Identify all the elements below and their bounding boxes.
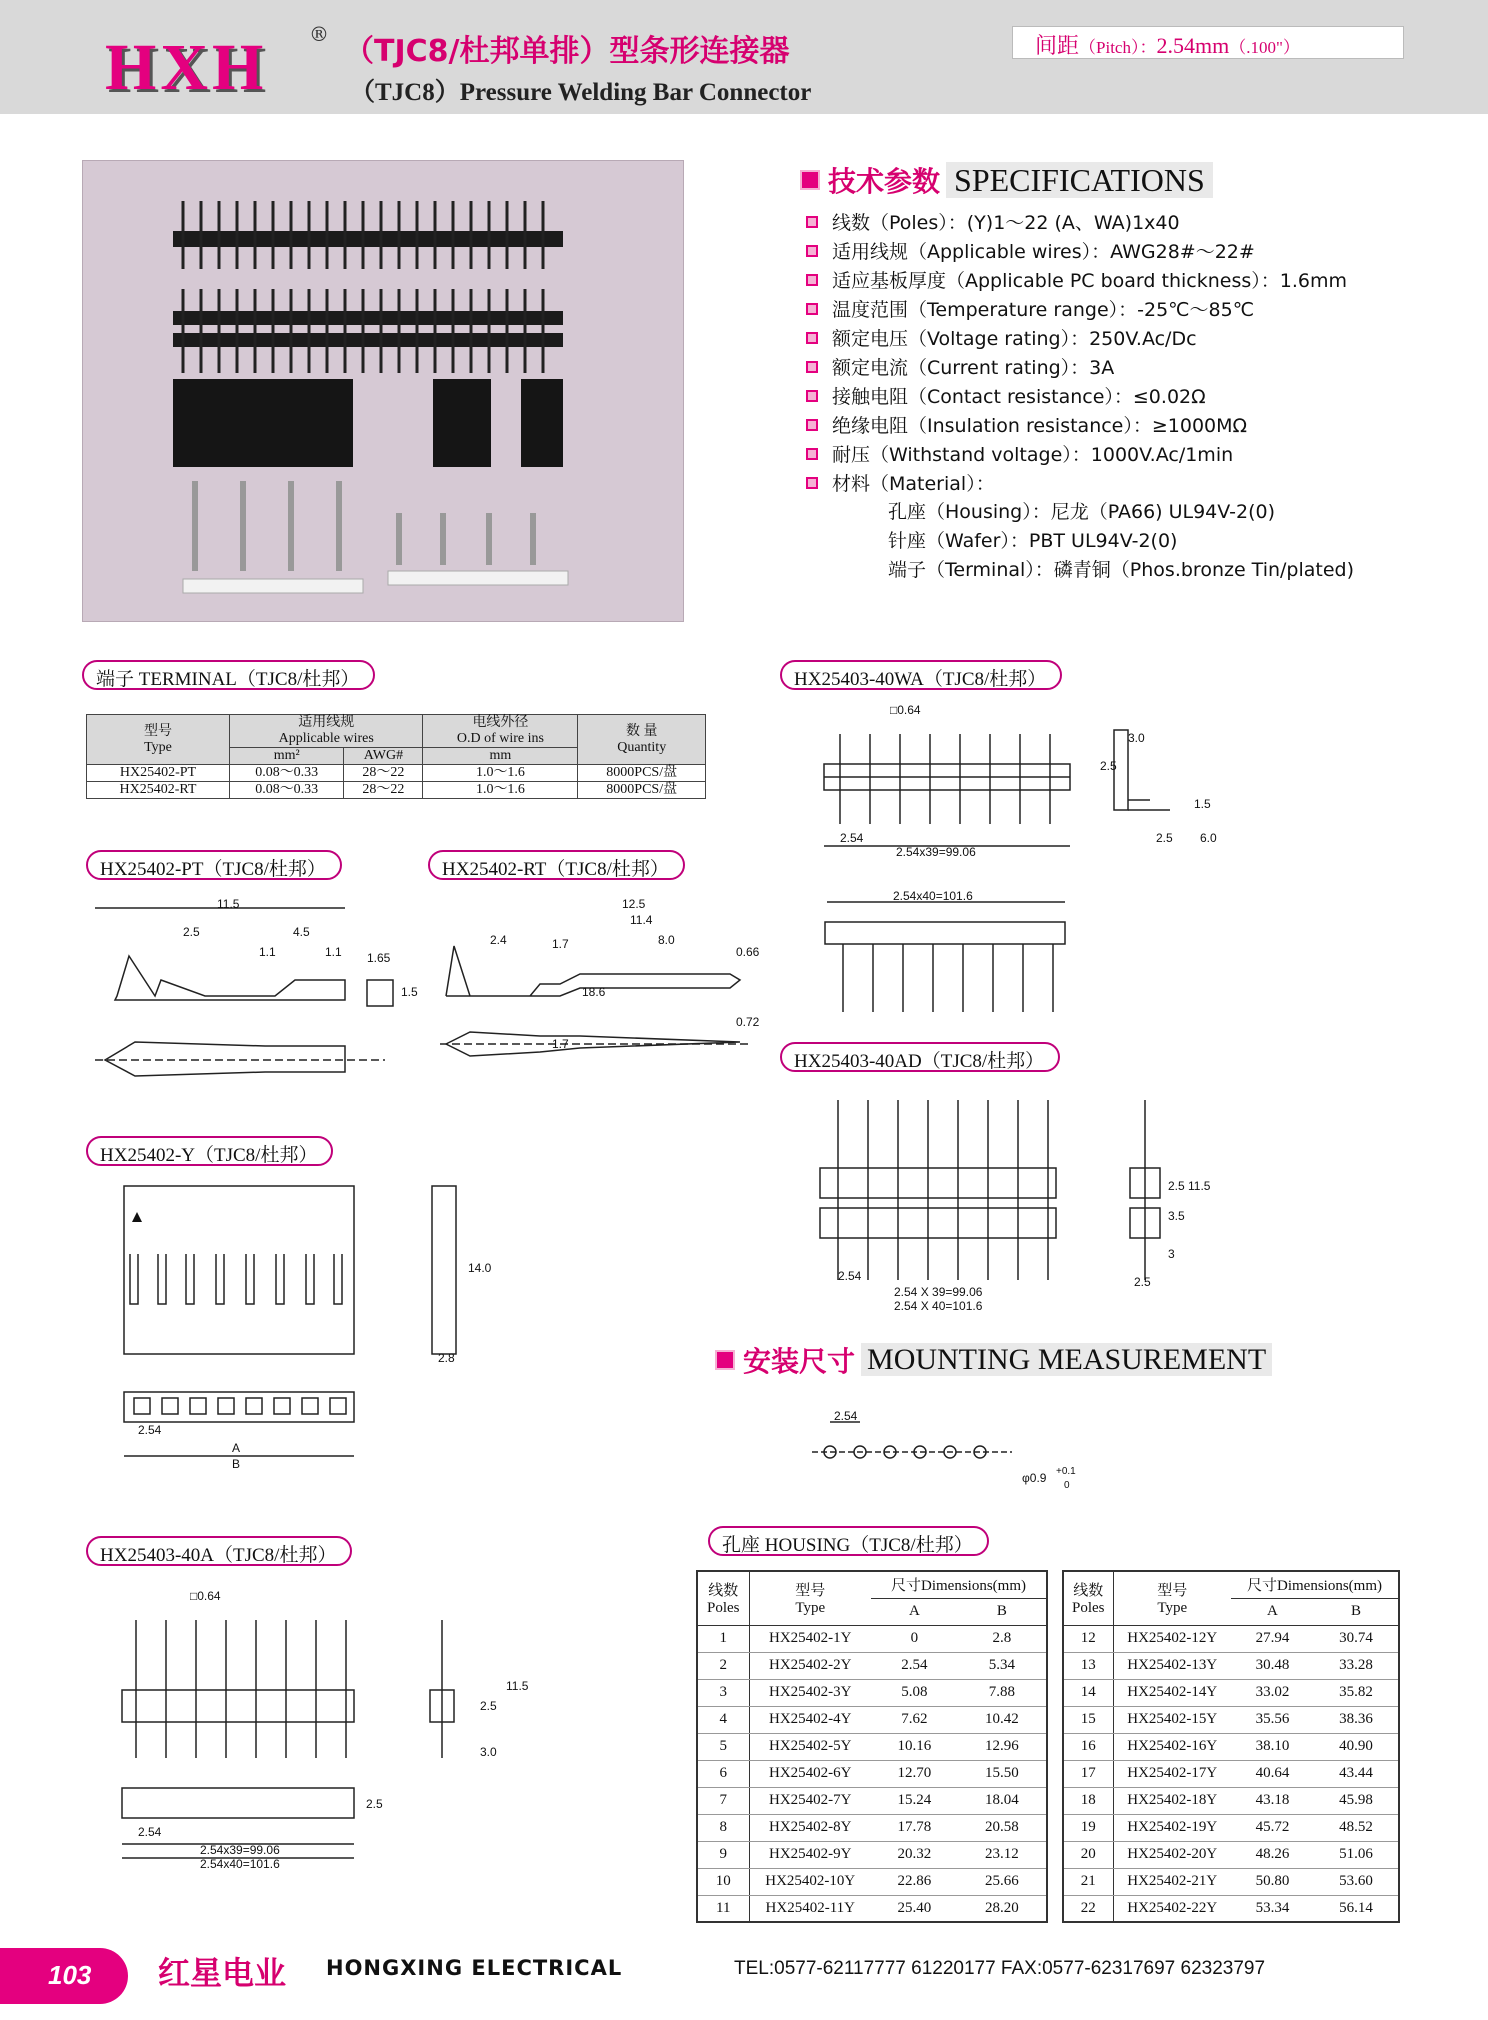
- y-dim-a: A: [232, 1441, 241, 1455]
- spec-text: 额定电压（Voltage rating）：250V.Ac/Dc: [832, 328, 1197, 350]
- cell-a: 10.16: [871, 1733, 958, 1760]
- y-label: HX25402-Y（TJC8/杜邦）: [86, 1136, 333, 1166]
- rt-label: HX25402-RT（TJC8/杜邦）: [428, 850, 685, 880]
- cell-b: 30.74: [1314, 1625, 1399, 1652]
- cell-b: 25.66: [958, 1868, 1047, 1895]
- cell-a: 22.86: [871, 1868, 958, 1895]
- th-poles-en: Poles: [706, 1600, 740, 1617]
- cell-poles: 17: [1063, 1760, 1113, 1787]
- cell-poles: 6: [697, 1760, 749, 1787]
- th-qty-cn: 数 量: [625, 723, 658, 739]
- table-row: [697, 1760, 1047, 1787]
- cell-a: 33.02: [1231, 1679, 1314, 1706]
- mounting-heading-en: MOUNTING MEASUREMENT: [861, 1343, 1272, 1376]
- cell-qty: 8000PCS/盘: [578, 782, 706, 799]
- rt-thick-3: 1.7: [552, 1037, 569, 1051]
- cell-a: 2.54: [871, 1652, 958, 1679]
- bullet-icon: [806, 332, 818, 344]
- table-row: [1063, 1868, 1399, 1895]
- table-row: [1063, 1706, 1399, 1733]
- cell-a: 50.80: [1231, 1868, 1314, 1895]
- table-row: [697, 1814, 1047, 1841]
- pt-dim-1: 2.5: [183, 925, 200, 939]
- th-awg: AWG#: [344, 748, 423, 765]
- cell-a: 48.26: [1231, 1841, 1314, 1868]
- table-row: [697, 1652, 1047, 1679]
- cell-b: 40.90: [1314, 1733, 1399, 1760]
- pt-height: 1.5: [401, 985, 418, 999]
- th-mm: mm: [423, 748, 578, 765]
- cell-type: HX25402-10Y: [749, 1868, 871, 1895]
- spec-text: 适用线规（Applicable wires）：AWG28#～22#: [832, 241, 1255, 263]
- spec-row: [806, 411, 1247, 438]
- spec-text: 适应基板厚度（Applicable PC board thickness）：1.6mm: [832, 270, 1347, 292]
- ad-height-1: 2.5: [1168, 1179, 1185, 1193]
- th-od-en: O.D of wire ins: [456, 731, 544, 746]
- cell-type: HX25402-17Y: [1113, 1760, 1231, 1787]
- th-type-en: Type: [795, 1600, 826, 1617]
- cell-a: 43.18: [1231, 1787, 1314, 1814]
- th-wire-en: Applicable wires: [278, 731, 374, 746]
- cell-type: HX25402-11Y: [749, 1895, 871, 1922]
- housing-rows-right: [1063, 1625, 1399, 1922]
- cell-type: HX25402-4Y: [749, 1706, 871, 1733]
- pt-drawing: [95, 896, 425, 1096]
- triangle-mark-icon: [132, 1212, 142, 1222]
- th-qty-en: Quantity: [617, 739, 667, 755]
- pitch-badge: [1012, 26, 1404, 59]
- material-row: 针座（Wafer）：PBT UL94V-2(0): [888, 530, 1178, 552]
- cell-type: HX25402-1Y: [749, 1625, 871, 1652]
- spec-row: [806, 266, 1347, 293]
- terminal-label: 端子 TERMINAL（TJC8/杜邦）: [82, 660, 375, 690]
- mount-tol-upper: +0.1: [1056, 1466, 1076, 1477]
- cell-a: 40.64: [1231, 1760, 1314, 1787]
- wa-span: 2.54x39=99.06: [896, 845, 976, 859]
- a40-span-2: 2.54x40=101.6: [200, 1857, 280, 1871]
- cell-awg: 28～22: [344, 782, 423, 799]
- th-b: B: [1314, 1598, 1399, 1625]
- cell-b: 5.34: [958, 1652, 1047, 1679]
- cell-b: 7.88: [958, 1679, 1047, 1706]
- wa-label: HX25403-40WA（TJC8/杜邦）: [780, 660, 1062, 690]
- table-row: [697, 1895, 1047, 1922]
- y-height: 14.0: [468, 1261, 492, 1275]
- cell-type: HX25402-21Y: [1113, 1868, 1231, 1895]
- rt-len-2: 11.4: [630, 913, 653, 927]
- wa-bend-1: 2.5: [1156, 831, 1173, 845]
- mount-pitch: 2.54: [834, 1409, 858, 1423]
- mount-hole: φ0.9: [1022, 1471, 1047, 1485]
- th-type-en: Type: [144, 739, 172, 755]
- table-row: [1063, 1895, 1399, 1922]
- cell-poles: 13: [1063, 1652, 1113, 1679]
- wa-top-drawing: [815, 890, 1075, 1030]
- table-row: [1063, 1652, 1399, 1679]
- bullet-icon: [806, 419, 818, 431]
- cell-poles: 8: [697, 1814, 749, 1841]
- th-type-cn: 型号: [795, 1583, 826, 1600]
- cell-b: 51.06: [1314, 1841, 1399, 1868]
- a40-span-1: 2.54x39=99.06: [200, 1843, 280, 1857]
- bullet-icon: [806, 448, 818, 460]
- cell-a: 53.34: [1231, 1895, 1314, 1922]
- wa-height-1: 3.0: [1128, 731, 1145, 745]
- cell-type: HX25402-20Y: [1113, 1841, 1231, 1868]
- cell-poles: 15: [1063, 1706, 1113, 1733]
- a40-height-3: 3.0: [480, 1745, 497, 1759]
- a40-pin-size: □0.64: [190, 1589, 221, 1603]
- spec-row: [806, 295, 1254, 322]
- bullet-icon: [806, 216, 818, 228]
- table-row: [1063, 1679, 1399, 1706]
- pin-header-double: [173, 289, 563, 373]
- cell-poles: 19: [1063, 1814, 1113, 1841]
- cell-poles: 16: [1063, 1733, 1113, 1760]
- registered-mark: ®: [309, 22, 329, 46]
- product-photo: [82, 160, 684, 622]
- housing-table-left: [696, 1570, 1048, 1923]
- table-header-row: [87, 715, 706, 748]
- cell-a: 35.56: [1231, 1706, 1314, 1733]
- spec-row: [806, 208, 1180, 235]
- cell-type: HX25402-6Y: [749, 1760, 871, 1787]
- bullet-icon: [806, 390, 818, 402]
- wa-drawing: [810, 700, 1230, 860]
- mounting-drawing: [812, 1404, 1092, 1494]
- cell-type: HX25402-PT: [87, 765, 230, 782]
- pt-label: HX25402-PT（TJC8/杜邦）: [86, 850, 342, 880]
- th-poles: [1063, 1571, 1113, 1625]
- th-poles-cn: 线数: [708, 1583, 739, 1600]
- bullet-icon: [806, 274, 818, 286]
- cell-b: 20.58: [958, 1814, 1047, 1841]
- th-a: A: [1231, 1598, 1314, 1625]
- housing-table-right: [1062, 1570, 1400, 1923]
- pt-dim-4: 1.1: [325, 945, 342, 959]
- table-header-row: [1063, 1571, 1399, 1598]
- cell-a: 0: [871, 1625, 958, 1652]
- table-row: [1063, 1841, 1399, 1868]
- rt-len-6: 18.6: [582, 985, 606, 999]
- table-row: [697, 1706, 1047, 1733]
- specifications-heading-en: SPECIFICATIONS: [946, 162, 1213, 198]
- cell-a: 30.48: [1231, 1652, 1314, 1679]
- cell-poles: 14: [1063, 1679, 1113, 1706]
- cell-type: HX25402-8Y: [749, 1814, 871, 1841]
- cell-b: 56.14: [1314, 1895, 1399, 1922]
- table-row: [697, 1679, 1047, 1706]
- th-type: [87, 715, 230, 765]
- specifications-heading-cn: 技术参数: [828, 165, 941, 198]
- cell-a: 15.24: [871, 1787, 958, 1814]
- housing-rows-left: [697, 1625, 1047, 1922]
- th-od: [423, 715, 578, 748]
- ad-label: HX25403-40AD（TJC8/杜邦）: [780, 1042, 1060, 1072]
- cell-a: 17.78: [871, 1814, 958, 1841]
- wa-lead-height: 1.5: [1194, 797, 1211, 811]
- cell-type: HX25402-14Y: [1113, 1679, 1231, 1706]
- table-row: [1063, 1625, 1399, 1652]
- cell-b: 2.8: [958, 1625, 1047, 1652]
- spec-row: [806, 440, 1233, 467]
- y-dim-b: B: [232, 1457, 241, 1471]
- material-row: 端子（Terminal）：磷青铜（Phos.bronze Tin/plated): [888, 559, 1355, 581]
- cell-a: 45.72: [1231, 1814, 1314, 1841]
- th-type-cn: 型号: [144, 723, 172, 739]
- cell-type: HX25402-13Y: [1113, 1652, 1231, 1679]
- cell-poles: 1: [697, 1625, 749, 1652]
- rt-len-4: 1.7: [552, 937, 569, 951]
- ad-height-4: 3: [1168, 1247, 1175, 1261]
- cell-awg: 28～22: [344, 765, 423, 782]
- ad-drawing: [812, 1090, 1232, 1320]
- page-title-en: （TJC8）Pressure Welding Bar Connector: [350, 79, 812, 106]
- table-row: [87, 765, 706, 782]
- rt-len-5: 8.0: [658, 933, 675, 947]
- cell-b: 53.60: [1314, 1868, 1399, 1895]
- spec-text: 额定电流（Current rating）：3A: [832, 357, 1115, 379]
- cell-type: HX25402-RT: [87, 782, 230, 799]
- rt-len-3: 2.4: [490, 933, 507, 947]
- rt-drawing: [440, 896, 760, 1076]
- ad-pitch: 2.54: [838, 1269, 862, 1283]
- y-pitch: 2.54: [138, 1423, 162, 1437]
- cell-b: 28.20: [958, 1895, 1047, 1922]
- housing-label: 孔座 HOUSING（TJC8/杜邦）: [708, 1526, 989, 1556]
- cell-poles: 12: [1063, 1625, 1113, 1652]
- cell-poles: 20: [1063, 1841, 1113, 1868]
- contact-info: TEL:0577-62117777 61220177 FAX:0577-62317697 62323797: [734, 1958, 1266, 1979]
- rt-len-1: 12.5: [622, 897, 646, 911]
- wa-height-2: 2.5: [1100, 759, 1117, 773]
- material-row: 孔座（Housing）：尼龙（PA66) UL94V-2(0): [888, 501, 1276, 523]
- wa-pitch: 2.54: [840, 831, 864, 845]
- bullet-icon: [806, 245, 818, 257]
- wa-bend-2: 6.0: [1200, 831, 1217, 845]
- crimp-terminals: [183, 481, 568, 593]
- a40-pitch: 2.54: [138, 1825, 162, 1839]
- y-width: 2.8: [438, 1351, 455, 1365]
- cell-poles: 7: [697, 1787, 749, 1814]
- a40-height-1: 11.5: [506, 1679, 529, 1693]
- th-poles-cn: 线数: [1073, 1583, 1104, 1600]
- table-row: [1063, 1787, 1399, 1814]
- spec-row: [806, 324, 1197, 351]
- pt-width: 1.65: [367, 951, 391, 965]
- spec-text: 线数（Poles）：(Y)1～22 (A、WA)1x40: [832, 212, 1180, 234]
- cell-type: HX25402-18Y: [1113, 1787, 1231, 1814]
- cell-poles: 3: [697, 1679, 749, 1706]
- cell-poles: 21: [1063, 1868, 1113, 1895]
- mounting-heading: [715, 1340, 1272, 1380]
- terminal-table: [86, 714, 706, 799]
- housing-blocks: [173, 379, 563, 467]
- cell-qty: 8000PCS/盘: [578, 765, 706, 782]
- cell-type: HX25402-3Y: [749, 1679, 871, 1706]
- spec-text: 接触电阻（Contact resistance）：≤0.02Ω: [832, 386, 1206, 408]
- cell-b: 38.36: [1314, 1706, 1399, 1733]
- th-a: A: [871, 1598, 958, 1625]
- th-od-cn: 电线外径: [472, 715, 529, 730]
- pt-length: 11.5: [217, 897, 240, 911]
- cell-type: HX25402-22Y: [1113, 1895, 1231, 1922]
- a40-drawing: [118, 1586, 529, 1886]
- cell-a: 20.32: [871, 1841, 958, 1868]
- spec-text: 绝缘电阻（Insulation resistance）：≥1000MΩ: [832, 415, 1248, 437]
- table-row: [87, 782, 706, 799]
- cell-a: 5.08: [871, 1679, 958, 1706]
- pitch-label-en: （Pitch）：: [1079, 38, 1157, 57]
- brand-logo: HXH: [105, 31, 268, 104]
- ad-bottom: 2.5: [1134, 1275, 1151, 1289]
- cell-b: 33.28: [1314, 1652, 1399, 1679]
- cell-b: 10.42: [958, 1706, 1047, 1733]
- table-header-row: [697, 1571, 1047, 1598]
- cell-poles: 4: [697, 1706, 749, 1733]
- section-bullet-icon: [800, 170, 820, 190]
- cell-type: HX25402-15Y: [1113, 1706, 1231, 1733]
- th-wire: [230, 715, 423, 748]
- cell-b: 35.82: [1314, 1679, 1399, 1706]
- pt-dim-2: 4.5: [293, 925, 310, 939]
- cell-poles: 18: [1063, 1787, 1113, 1814]
- product-photo-drawing: [83, 161, 685, 623]
- section-bullet-icon: [715, 1350, 735, 1370]
- pt-dim-3: 1.1: [259, 945, 276, 959]
- cell-a: 27.94: [1231, 1625, 1314, 1652]
- cell-type: HX25402-19Y: [1113, 1814, 1231, 1841]
- table-row: [1063, 1733, 1399, 1760]
- cell-mm2: 0.08～0.33: [230, 765, 344, 782]
- th-type: [749, 1571, 871, 1625]
- pitch-label-cn: 间距: [1035, 33, 1080, 58]
- th-mm2: mm²: [230, 748, 344, 765]
- brand-name-en: HONGXING ELECTRICAL: [326, 1956, 623, 1980]
- spec-row: [806, 237, 1255, 264]
- wa-top-span: 2.54x40=101.6: [893, 889, 973, 903]
- cell-b: 18.04: [958, 1787, 1047, 1814]
- cell-a: 25.40: [871, 1895, 958, 1922]
- th-qty: [578, 715, 706, 765]
- th-wire-cn: 适用线规: [298, 715, 355, 730]
- cell-od: 1.0～1.6: [423, 765, 578, 782]
- th-dims: 尺寸Dimensions(mm): [871, 1571, 1047, 1598]
- cell-poles: 9: [697, 1841, 749, 1868]
- page-title-cn: （TJC8/杜邦单排）型条形连接器: [344, 34, 790, 69]
- cell-od: 1.0～1.6: [423, 782, 578, 799]
- cell-type: HX25402-5Y: [749, 1733, 871, 1760]
- wa-pin-size: □0.64: [890, 703, 921, 717]
- ad-height-2: 11.5: [1188, 1179, 1211, 1193]
- cell-type: HX25402-16Y: [1113, 1733, 1231, 1760]
- cell-b: 23.12: [958, 1841, 1047, 1868]
- th-b: B: [958, 1598, 1047, 1625]
- th-dims: 尺寸Dimensions(mm): [1231, 1571, 1399, 1598]
- table-row: [697, 1733, 1047, 1760]
- spec-text: 耐压（Withstand voltage）：1000V.Ac/1min: [832, 444, 1234, 466]
- mount-tol-lower: 0: [1064, 1480, 1070, 1491]
- cell-b: 12.96: [958, 1733, 1047, 1760]
- cell-mm2: 0.08～0.33: [230, 782, 344, 799]
- cell-b: 15.50: [958, 1760, 1047, 1787]
- th-type-en: Type: [1157, 1600, 1188, 1617]
- cell-poles: 22: [1063, 1895, 1113, 1922]
- ad-height-3: 3.5: [1168, 1209, 1185, 1223]
- cell-b: 48.52: [1314, 1814, 1399, 1841]
- table-row: [1063, 1760, 1399, 1787]
- cell-poles: 5: [697, 1733, 749, 1760]
- pitch-inch: （.100"）: [1229, 38, 1300, 57]
- th-type: [1113, 1571, 1231, 1625]
- table-row: [697, 1787, 1047, 1814]
- cell-a: 12.70: [871, 1760, 958, 1787]
- bullet-icon: [806, 303, 818, 315]
- a40-label: HX25403-40A（TJC8/杜邦）: [86, 1536, 352, 1566]
- bullet-icon: [806, 477, 818, 489]
- spec-row: [806, 382, 1206, 409]
- cell-b: 45.98: [1314, 1787, 1399, 1814]
- ad-span-1: 2.54 X 39=99.06: [894, 1285, 983, 1299]
- cell-a: 7.62: [871, 1706, 958, 1733]
- rt-thick-2: 0.72: [736, 1015, 760, 1029]
- table-row: [697, 1841, 1047, 1868]
- cell-b: 43.44: [1314, 1760, 1399, 1787]
- mounting-heading-cn: 安装尺寸: [743, 1345, 856, 1378]
- ad-span-2: 2.54 X 40=101.6: [894, 1299, 983, 1313]
- table-row: [1063, 1814, 1399, 1841]
- th-type-cn: 型号: [1157, 1583, 1188, 1600]
- cell-poles: 11: [697, 1895, 749, 1922]
- page-number: 103: [0, 1948, 128, 2004]
- cell-type: HX25402-2Y: [749, 1652, 871, 1679]
- a40-height-2: 2.5: [480, 1699, 497, 1713]
- y-drawing: [120, 1180, 520, 1470]
- brand-name-cn: 红星电业: [158, 1954, 287, 1992]
- table-row: [697, 1625, 1047, 1652]
- a40-height-4: 2.5: [366, 1797, 383, 1811]
- cell-a: 38.10: [1231, 1733, 1314, 1760]
- spec-text: 材料（Material）：: [832, 473, 995, 495]
- spec-text: 温度范围（Temperature range）：-25℃～85℃: [832, 299, 1255, 321]
- table-row: [697, 1868, 1047, 1895]
- spec-row: [806, 353, 1114, 380]
- cell-poles: 2: [697, 1652, 749, 1679]
- cell-poles: 10: [697, 1868, 749, 1895]
- cell-type: HX25402-9Y: [749, 1841, 871, 1868]
- spec-row: [806, 469, 995, 496]
- cell-type: HX25402-7Y: [749, 1787, 871, 1814]
- specifications-heading: [800, 160, 1213, 200]
- rt-thick-1: 0.66: [736, 945, 760, 959]
- th-poles: [697, 1571, 749, 1625]
- cell-type: HX25402-12Y: [1113, 1625, 1231, 1652]
- th-poles-en: Poles: [1071, 1600, 1105, 1617]
- pitch-value: 2.54mm: [1156, 33, 1230, 58]
- pin-header-straight: [173, 201, 563, 269]
- bullet-icon: [806, 361, 818, 373]
